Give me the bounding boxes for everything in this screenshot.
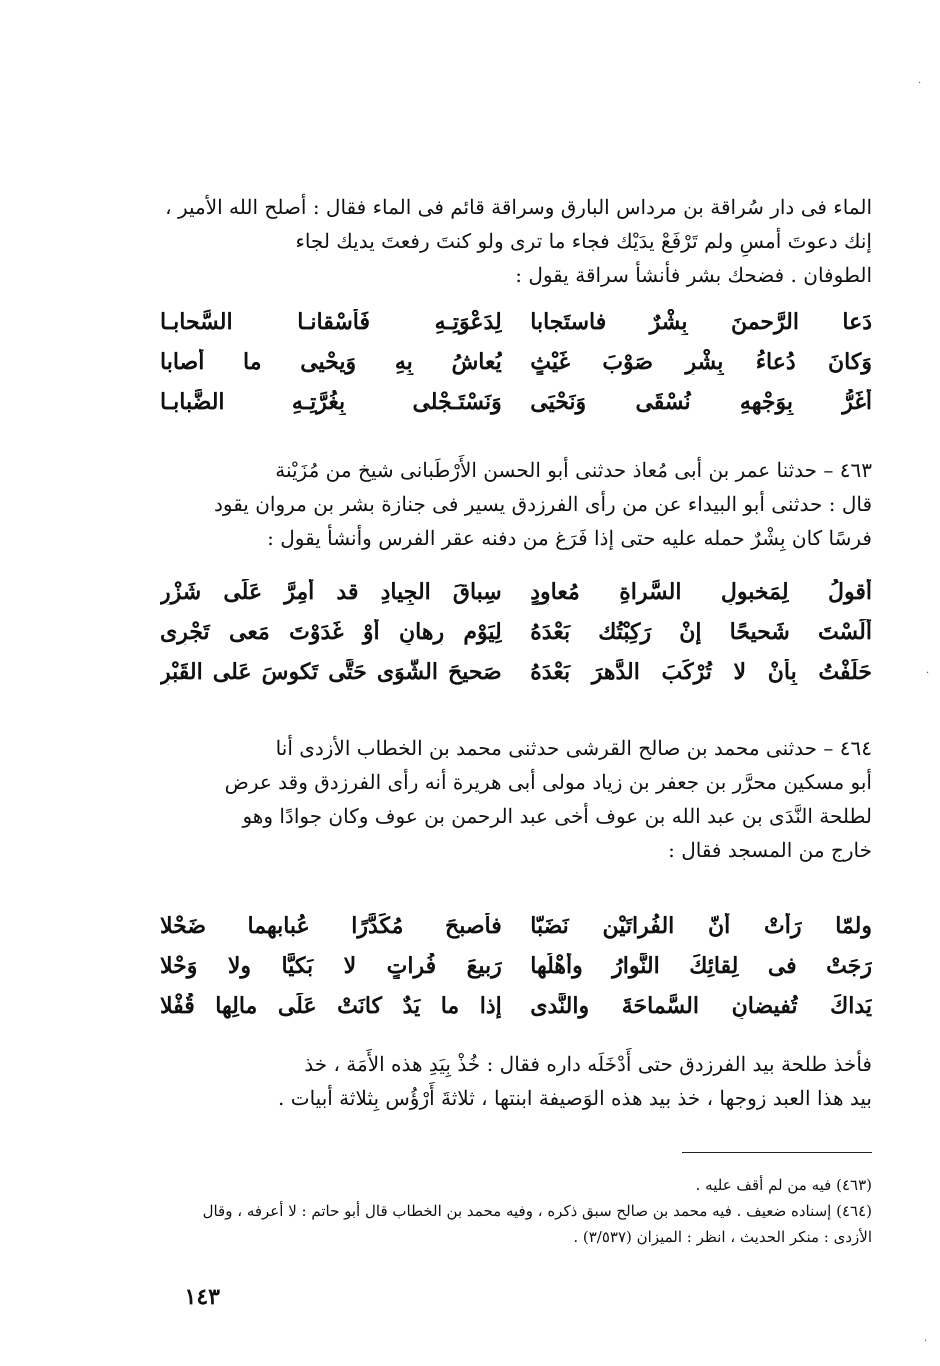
page-number: ١٤٣ bbox=[184, 1284, 220, 1310]
second-hemistich: صَحيحَ الشَّوَى حَتَّى تَكوسَ عَلى القَبْرِ bbox=[160, 659, 502, 685]
footnote-464: (٤٦٤) إسناده ضعيف . فيه محمد بن صالح سبق ذكره ، وفيه محمد بن الخطاب قال أبو حاتم : لا أعرفه ، وقال bbox=[202, 1202, 872, 1220]
text-line: بيد هذا العبد زوجها ، خذ بيد هذه الوَصيفة ابنتها ، ثلاثةَ أَرْؤُس بِثلاثة أبيات . bbox=[278, 1086, 872, 1110]
second-hemistich: رَبيعَ فُراتٍ لا بَكيًّا ولا وَحْلا bbox=[160, 953, 502, 979]
text-line: ٤٦٣ – حدثنا عمر بن أبى مُعاذ حدثنى أبو الحسن الأَرْطَبانى شيخ من مُزَيْنة bbox=[275, 458, 872, 482]
first-hemistich: وَكانَ دُعاءُ بِشْرٍ صَوْبَ غَيْثٍ bbox=[530, 349, 872, 375]
first-hemistich: رَجَتْ فى لِقائِكَ النَّوارُ وأَهْلُها bbox=[530, 953, 872, 979]
text-line: الماء فى دار سُراقة بن مرداس البارق وسراقة قائم فى الماء فقال : أصلح الله الأمير ، bbox=[165, 195, 872, 219]
text-line: فرسًا كان بِشْرٌ حمله عليه حتى إذا فَرَغ من دفنه عقر الفرس وأنشأ يقول : bbox=[267, 526, 872, 550]
passage-intro bbox=[160, 190, 872, 292]
verse-line bbox=[160, 302, 872, 342]
second-hemistich: لِيَوْمِ رِهانٍ أَوْ غَدَوْتَ مَعى تَجْرِى bbox=[160, 619, 502, 645]
first-hemistich: أَغَرُّ بِوَجْهِهِ نُسْقَى وَنَحْيَى bbox=[530, 389, 872, 415]
first-hemistich: دَعا الرَّحمنَ بِشْرٌ فاستَجابا bbox=[530, 309, 872, 335]
second-hemistich: يُعاشُ بِهِ وَيحْيى ما أَصابا bbox=[160, 349, 502, 375]
verse-line bbox=[160, 906, 872, 946]
text-line: الطوفان . فضحك بشر فأنشأ سراقة يقول : bbox=[515, 263, 872, 287]
text-line: خارج من المسجد فقال : bbox=[668, 838, 872, 862]
first-hemistich: ولمّا رَأَتْ أنّ الفُراتَيْنِ نَضَبّا bbox=[530, 913, 872, 939]
verse-line bbox=[160, 652, 872, 692]
second-hemistich: سِباقَ الجِيادِ قد أُمِرَّ عَلَى شَزْرِ bbox=[160, 579, 502, 605]
passage-464 bbox=[160, 731, 872, 867]
verse-line bbox=[160, 612, 872, 652]
text-line: لطلحة النَّدَى بن عبد الله بن عوف أخى عبد الرحمن بن عوف وكان جوادًا وهو bbox=[242, 804, 872, 828]
poem-3 bbox=[160, 906, 872, 1026]
margin-dot: · bbox=[926, 668, 930, 679]
first-hemistich: أقولُ لِمَخبولِ السَّراةِ مُعاوِدٍ bbox=[530, 579, 872, 605]
text-line: ٤٦٤ – حدثنى محمد بن صالح القرشى حدثنى محمد بن الخطاب الأزدى أنا bbox=[275, 736, 872, 760]
verse-line bbox=[160, 986, 872, 1026]
poem-2 bbox=[160, 572, 872, 692]
text-line: قال : حدثنى أبو البيداء عن من رأى الفرزدق يسير فى جنازة بشر بن مروان يقود bbox=[213, 492, 872, 516]
verse-line bbox=[160, 946, 872, 986]
passage-463 bbox=[160, 453, 872, 555]
margin-dot: · bbox=[918, 78, 922, 89]
passage-end bbox=[160, 1047, 872, 1115]
text-line: فأخذ طلحة بيد الفرزدق حتى أَدْخَلَه داره فقال : خُذْ بِيَدِ هذه الأَمَة ، خذ bbox=[304, 1052, 872, 1076]
second-hemistich: وَنَسْتَـجْلى بِغُرَّتِـهِ الضَّبابـا bbox=[160, 389, 502, 415]
text-line: إنك دعوتَ أمسِ ولم تَرْفَعْ يدَيْك فجاء ما ترى ولو كنتَ رفعتَ يديك لجاء bbox=[295, 229, 872, 253]
footnote-463: (٤٦٣) فيه من لم أقف عليه . bbox=[695, 1176, 872, 1194]
text-line: أبو مسكين محرَّر بن جعفر بن زياد مولى أبى هريرة أنه رأى الفرزدق وقد عرض bbox=[224, 770, 872, 794]
second-hemistich: لِدَعْوَتِـهِ فَأَسْقانـا السَّحابـا bbox=[160, 309, 502, 335]
verse-line bbox=[160, 572, 872, 612]
second-hemistich: إذا ما يَدٌ كانَتْ عَلَى مالِها قُفْلا bbox=[160, 993, 502, 1019]
footnote-464-cont: الأزدى : منكر الحديث ، انظر : الميزان (٣/٥٣٧) . bbox=[573, 1228, 872, 1246]
first-hemistich: يَداكَ تُفيضانِ السَّماحَةَ والنَّدى bbox=[530, 993, 872, 1019]
second-hemistich: فأصبحَ مُكَدَّرًا عُبابهما ضَحْلا bbox=[160, 913, 502, 939]
margin-dot: · bbox=[924, 1336, 928, 1347]
first-hemistich: أَلَسْتَ شَحيحًا إنْ رَكِبْتُك بَعْدَهُ bbox=[530, 619, 872, 645]
verse-line bbox=[160, 382, 872, 422]
first-hemistich: حَلَفْتُ بِأَنْ لا تُرْكَبَ الدَّهرَ بَعْدَهُ bbox=[530, 659, 872, 685]
footnotes bbox=[160, 1172, 872, 1250]
poem-1 bbox=[160, 302, 872, 422]
verse-line bbox=[160, 342, 872, 382]
footnote-rule bbox=[682, 1152, 872, 1153]
